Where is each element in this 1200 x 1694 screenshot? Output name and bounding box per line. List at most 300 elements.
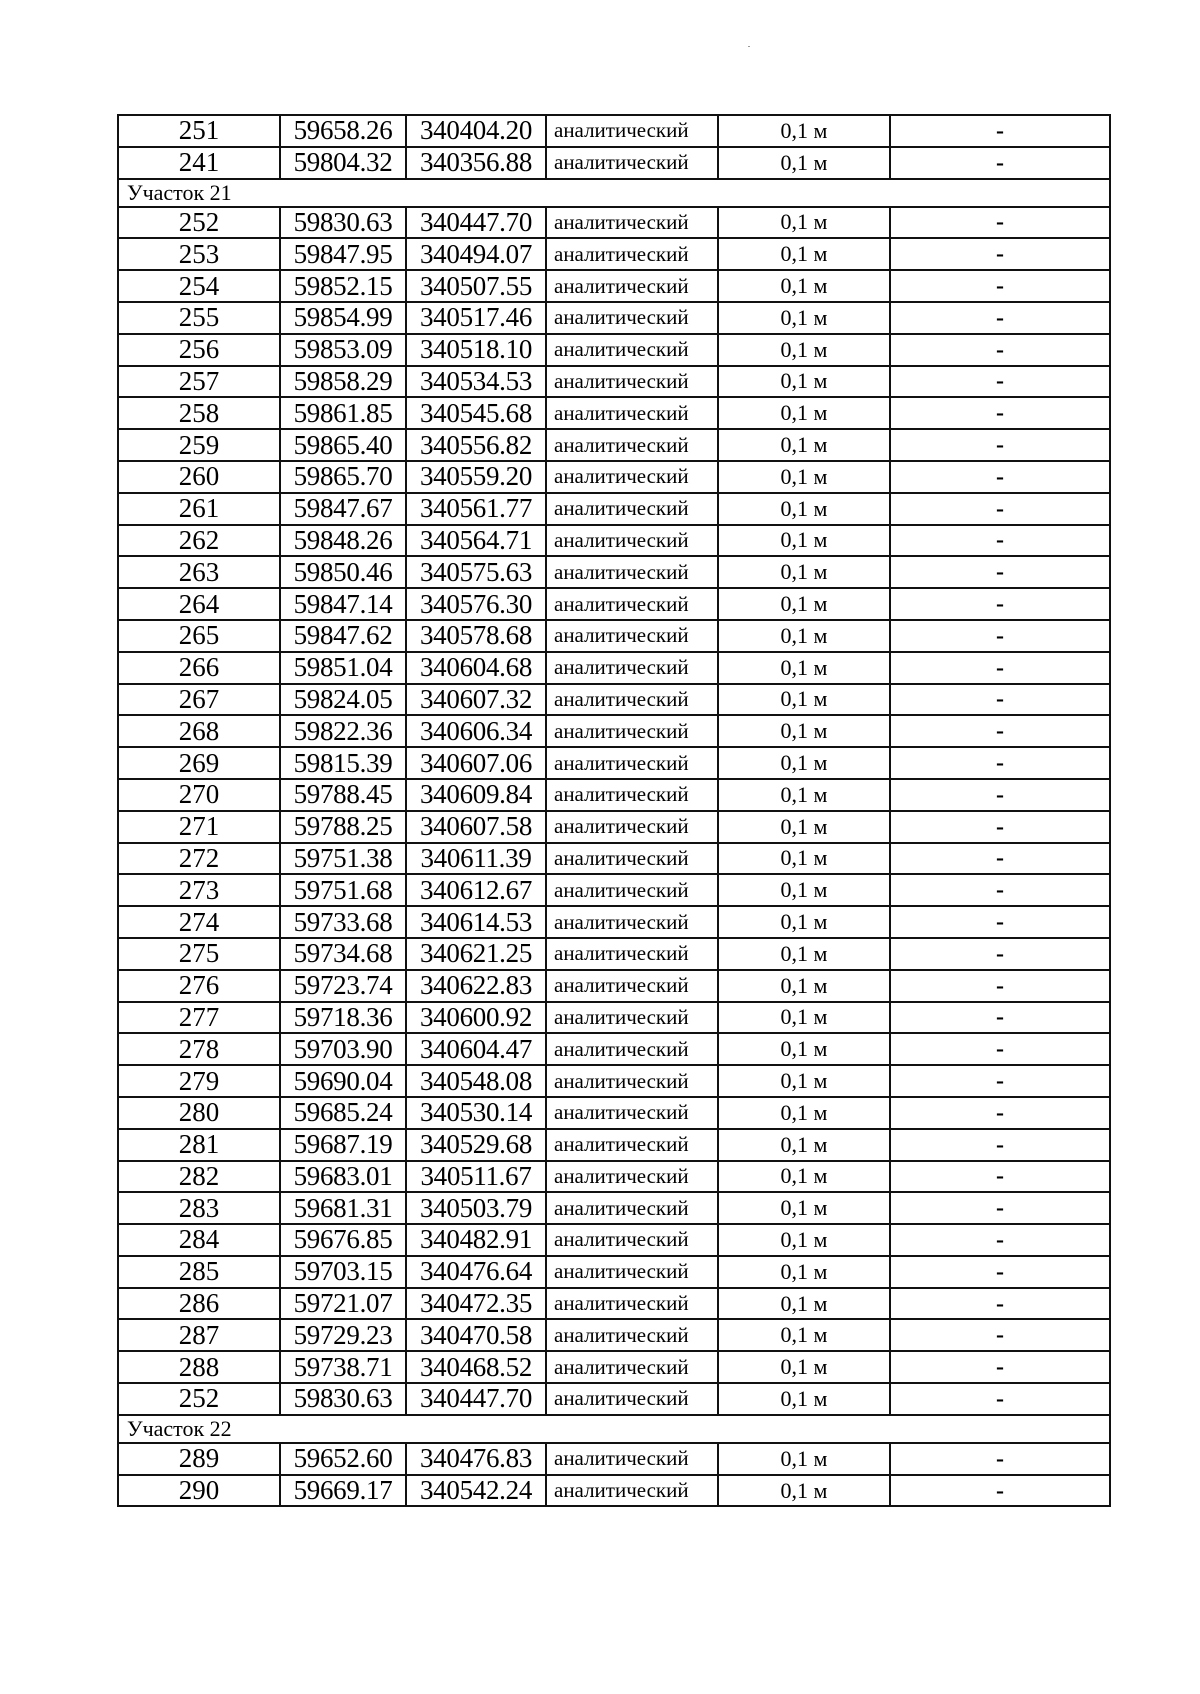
point-number-cell: 289 bbox=[118, 1443, 280, 1475]
x-coordinate-cell: 59687.19 bbox=[280, 1129, 406, 1161]
x-coordinate-cell: 59865.70 bbox=[280, 461, 406, 493]
method-cell: аналитический bbox=[546, 1351, 718, 1383]
accuracy-cell: 0,1 м bbox=[718, 461, 890, 493]
note-cell: - bbox=[890, 1319, 1110, 1351]
point-number-cell: 251 bbox=[118, 115, 280, 147]
y-coordinate-cell: 340476.83 bbox=[406, 1443, 546, 1475]
table-row bbox=[118, 1224, 1110, 1256]
table-row bbox=[118, 1319, 1110, 1351]
point-number-cell: 253 bbox=[118, 238, 280, 270]
table-row bbox=[118, 684, 1110, 716]
table-row bbox=[118, 147, 1110, 179]
point-number-cell: 282 bbox=[118, 1161, 280, 1193]
table-row bbox=[118, 366, 1110, 398]
note-cell: - bbox=[890, 715, 1110, 747]
accuracy-cell: 0,1 м bbox=[718, 620, 890, 652]
y-coordinate-cell: 340609.84 bbox=[406, 779, 546, 811]
method-cell: аналитический bbox=[546, 1097, 718, 1129]
method-cell: аналитический bbox=[546, 334, 718, 366]
y-coordinate-cell: 340621.25 bbox=[406, 938, 546, 970]
note-cell: - bbox=[890, 1288, 1110, 1320]
note-cell: - bbox=[890, 1002, 1110, 1034]
section-header-row bbox=[118, 179, 1110, 207]
accuracy-cell: 0,1 м bbox=[718, 525, 890, 557]
method-cell: аналитический bbox=[546, 970, 718, 1002]
accuracy-cell: 0,1 м bbox=[718, 1224, 890, 1256]
x-coordinate-cell: 59853.09 bbox=[280, 334, 406, 366]
method-cell: аналитический bbox=[546, 366, 718, 398]
method-cell: аналитический bbox=[546, 1033, 718, 1065]
method-cell: аналитический bbox=[546, 1224, 718, 1256]
accuracy-cell: 0,1 м bbox=[718, 1002, 890, 1034]
point-number-cell: 266 bbox=[118, 652, 280, 684]
accuracy-cell: 0,1 м bbox=[718, 1033, 890, 1065]
note-cell: - bbox=[890, 147, 1110, 179]
note-cell: - bbox=[890, 397, 1110, 429]
y-coordinate-cell: 340607.58 bbox=[406, 811, 546, 843]
table-row bbox=[118, 270, 1110, 302]
table-row bbox=[118, 747, 1110, 779]
y-coordinate-cell: 340548.08 bbox=[406, 1065, 546, 1097]
x-coordinate-cell: 59669.17 bbox=[280, 1475, 406, 1507]
point-number-cell: 262 bbox=[118, 525, 280, 557]
note-cell: - bbox=[890, 1475, 1110, 1507]
x-coordinate-cell: 59788.45 bbox=[280, 779, 406, 811]
table-row bbox=[118, 811, 1110, 843]
note-cell: - bbox=[890, 811, 1110, 843]
y-coordinate-cell: 340530.14 bbox=[406, 1097, 546, 1129]
table-row bbox=[118, 1351, 1110, 1383]
accuracy-cell: 0,1 м bbox=[718, 147, 890, 179]
note-cell: - bbox=[890, 747, 1110, 779]
x-coordinate-cell: 59681.31 bbox=[280, 1192, 406, 1224]
note-cell: - bbox=[890, 874, 1110, 906]
accuracy-cell: 0,1 м bbox=[718, 1161, 890, 1193]
x-coordinate-cell: 59676.85 bbox=[280, 1224, 406, 1256]
point-number-cell: 263 bbox=[118, 556, 280, 588]
accuracy-cell: 0,1 м bbox=[718, 715, 890, 747]
method-cell: аналитический bbox=[546, 938, 718, 970]
accuracy-cell: 0,1 м bbox=[718, 397, 890, 429]
accuracy-cell: 0,1 м bbox=[718, 207, 890, 239]
y-coordinate-cell: 340447.70 bbox=[406, 1383, 546, 1415]
point-number-cell: 288 bbox=[118, 1351, 280, 1383]
method-cell: аналитический bbox=[546, 302, 718, 334]
accuracy-cell: 0,1 м bbox=[718, 1256, 890, 1288]
table-row bbox=[118, 238, 1110, 270]
method-cell: аналитический bbox=[546, 207, 718, 239]
x-coordinate-cell: 59718.36 bbox=[280, 1002, 406, 1034]
y-coordinate-cell: 340447.70 bbox=[406, 207, 546, 239]
x-coordinate-cell: 59851.04 bbox=[280, 652, 406, 684]
point-number-cell: 265 bbox=[118, 620, 280, 652]
note-cell: - bbox=[890, 525, 1110, 557]
x-coordinate-cell: 59861.85 bbox=[280, 397, 406, 429]
y-coordinate-cell: 340606.34 bbox=[406, 715, 546, 747]
accuracy-cell: 0,1 м bbox=[718, 493, 890, 525]
section-header-row bbox=[118, 1415, 1110, 1443]
accuracy-cell: 0,1 м bbox=[718, 588, 890, 620]
y-coordinate-cell: 340518.10 bbox=[406, 334, 546, 366]
point-number-cell: 286 bbox=[118, 1288, 280, 1320]
x-coordinate-cell: 59858.29 bbox=[280, 366, 406, 398]
table-row bbox=[118, 1256, 1110, 1288]
y-coordinate-cell: 340472.35 bbox=[406, 1288, 546, 1320]
x-coordinate-cell: 59652.60 bbox=[280, 1443, 406, 1475]
accuracy-cell: 0,1 м bbox=[718, 1065, 890, 1097]
note-cell: - bbox=[890, 1383, 1110, 1415]
note-cell: - bbox=[890, 906, 1110, 938]
accuracy-cell: 0,1 м bbox=[718, 779, 890, 811]
accuracy-cell: 0,1 м bbox=[718, 684, 890, 716]
y-coordinate-cell: 340534.53 bbox=[406, 366, 546, 398]
method-cell: аналитический bbox=[546, 684, 718, 716]
y-coordinate-cell: 340517.46 bbox=[406, 302, 546, 334]
note-cell: - bbox=[890, 843, 1110, 875]
note-cell: - bbox=[890, 938, 1110, 970]
table-row bbox=[118, 1192, 1110, 1224]
accuracy-cell: 0,1 м bbox=[718, 1319, 890, 1351]
x-coordinate-cell: 59830.63 bbox=[280, 207, 406, 239]
x-coordinate-cell: 59854.99 bbox=[280, 302, 406, 334]
note-cell: - bbox=[890, 588, 1110, 620]
x-coordinate-cell: 59690.04 bbox=[280, 1065, 406, 1097]
table-row bbox=[118, 461, 1110, 493]
note-cell: - bbox=[890, 1065, 1110, 1097]
x-coordinate-cell: 59852.15 bbox=[280, 270, 406, 302]
y-coordinate-cell: 340468.52 bbox=[406, 1351, 546, 1383]
table-row bbox=[118, 1097, 1110, 1129]
method-cell: аналитический bbox=[546, 620, 718, 652]
method-cell: аналитический bbox=[546, 1192, 718, 1224]
method-cell: аналитический bbox=[546, 147, 718, 179]
note-cell: - bbox=[890, 1129, 1110, 1161]
x-coordinate-cell: 59848.26 bbox=[280, 525, 406, 557]
method-cell: аналитический bbox=[546, 1383, 718, 1415]
method-cell: аналитический bbox=[546, 461, 718, 493]
y-coordinate-cell: 340622.83 bbox=[406, 970, 546, 1002]
accuracy-cell: 0,1 м bbox=[718, 811, 890, 843]
y-coordinate-cell: 340614.53 bbox=[406, 906, 546, 938]
method-cell: аналитический bbox=[546, 238, 718, 270]
y-coordinate-cell: 340600.92 bbox=[406, 1002, 546, 1034]
table-row bbox=[118, 843, 1110, 875]
point-number-cell: 252 bbox=[118, 1383, 280, 1415]
point-number-cell: 267 bbox=[118, 684, 280, 716]
method-cell: аналитический bbox=[546, 588, 718, 620]
x-coordinate-cell: 59703.15 bbox=[280, 1256, 406, 1288]
y-coordinate-cell: 340575.63 bbox=[406, 556, 546, 588]
point-number-cell: 273 bbox=[118, 874, 280, 906]
accuracy-cell: 0,1 м bbox=[718, 270, 890, 302]
note-cell: - bbox=[890, 461, 1110, 493]
note-cell: - bbox=[890, 779, 1110, 811]
method-cell: аналитический bbox=[546, 843, 718, 875]
note-cell: - bbox=[890, 334, 1110, 366]
x-coordinate-cell: 59721.07 bbox=[280, 1288, 406, 1320]
note-cell: - bbox=[890, 1161, 1110, 1193]
scan-speck bbox=[748, 46, 750, 47]
table-row bbox=[118, 1475, 1110, 1507]
accuracy-cell: 0,1 м bbox=[718, 747, 890, 779]
table-row bbox=[118, 1002, 1110, 1034]
point-number-cell: 276 bbox=[118, 970, 280, 1002]
note-cell: - bbox=[890, 1351, 1110, 1383]
x-coordinate-cell: 59733.68 bbox=[280, 906, 406, 938]
table-row bbox=[118, 970, 1110, 1002]
y-coordinate-cell: 340559.20 bbox=[406, 461, 546, 493]
accuracy-cell: 0,1 м bbox=[718, 1475, 890, 1507]
table-row bbox=[118, 1443, 1110, 1475]
x-coordinate-cell: 59847.95 bbox=[280, 238, 406, 270]
accuracy-cell: 0,1 м bbox=[718, 115, 890, 147]
accuracy-cell: 0,1 м bbox=[718, 429, 890, 461]
accuracy-cell: 0,1 м bbox=[718, 906, 890, 938]
table-row bbox=[118, 874, 1110, 906]
x-coordinate-cell: 59685.24 bbox=[280, 1097, 406, 1129]
y-coordinate-cell: 340576.30 bbox=[406, 588, 546, 620]
method-cell: аналитический bbox=[546, 874, 718, 906]
accuracy-cell: 0,1 м bbox=[718, 1288, 890, 1320]
method-cell: аналитический bbox=[546, 493, 718, 525]
method-cell: аналитический bbox=[546, 397, 718, 429]
point-number-cell: 261 bbox=[118, 493, 280, 525]
point-number-cell: 290 bbox=[118, 1475, 280, 1507]
x-coordinate-cell: 59738.71 bbox=[280, 1351, 406, 1383]
table-row bbox=[118, 779, 1110, 811]
x-coordinate-cell: 59703.90 bbox=[280, 1033, 406, 1065]
x-coordinate-cell: 59847.62 bbox=[280, 620, 406, 652]
point-number-cell: 260 bbox=[118, 461, 280, 493]
x-coordinate-cell: 59751.68 bbox=[280, 874, 406, 906]
y-coordinate-cell: 340607.06 bbox=[406, 747, 546, 779]
note-cell: - bbox=[890, 115, 1110, 147]
method-cell: аналитический bbox=[546, 1443, 718, 1475]
point-number-cell: 258 bbox=[118, 397, 280, 429]
y-coordinate-cell: 340494.07 bbox=[406, 238, 546, 270]
table-row bbox=[118, 588, 1110, 620]
note-cell: - bbox=[890, 429, 1110, 461]
accuracy-cell: 0,1 м bbox=[718, 1192, 890, 1224]
accuracy-cell: 0,1 м bbox=[718, 874, 890, 906]
y-coordinate-cell: 340404.20 bbox=[406, 115, 546, 147]
method-cell: аналитический bbox=[546, 1065, 718, 1097]
accuracy-cell: 0,1 м bbox=[718, 302, 890, 334]
accuracy-cell: 0,1 м bbox=[718, 1443, 890, 1475]
y-coordinate-cell: 340529.68 bbox=[406, 1129, 546, 1161]
point-number-cell: 279 bbox=[118, 1065, 280, 1097]
x-coordinate-cell: 59658.26 bbox=[280, 115, 406, 147]
y-coordinate-cell: 340607.32 bbox=[406, 684, 546, 716]
accuracy-cell: 0,1 м bbox=[718, 652, 890, 684]
point-number-cell: 268 bbox=[118, 715, 280, 747]
accuracy-cell: 0,1 м bbox=[718, 334, 890, 366]
y-coordinate-cell: 340604.47 bbox=[406, 1033, 546, 1065]
y-coordinate-cell: 340604.68 bbox=[406, 652, 546, 684]
note-cell: - bbox=[890, 366, 1110, 398]
method-cell: аналитический bbox=[546, 429, 718, 461]
note-cell: - bbox=[890, 1256, 1110, 1288]
point-number-cell: 256 bbox=[118, 334, 280, 366]
accuracy-cell: 0,1 м bbox=[718, 238, 890, 270]
table-row bbox=[118, 1129, 1110, 1161]
note-cell: - bbox=[890, 684, 1110, 716]
accuracy-cell: 0,1 м bbox=[718, 556, 890, 588]
note-cell: - bbox=[890, 1192, 1110, 1224]
accuracy-cell: 0,1 м bbox=[718, 843, 890, 875]
table-row bbox=[118, 334, 1110, 366]
point-number-cell: 271 bbox=[118, 811, 280, 843]
y-coordinate-cell: 340470.58 bbox=[406, 1319, 546, 1351]
table-row bbox=[118, 1288, 1110, 1320]
coordinates-table bbox=[117, 114, 1111, 1507]
point-number-cell: 287 bbox=[118, 1319, 280, 1351]
x-coordinate-cell: 59734.68 bbox=[280, 938, 406, 970]
table-row bbox=[118, 906, 1110, 938]
method-cell: аналитический bbox=[546, 747, 718, 779]
method-cell: аналитический bbox=[546, 715, 718, 747]
table-row bbox=[118, 397, 1110, 429]
accuracy-cell: 0,1 м bbox=[718, 1351, 890, 1383]
y-coordinate-cell: 340578.68 bbox=[406, 620, 546, 652]
note-cell: - bbox=[890, 270, 1110, 302]
note-cell: - bbox=[890, 1224, 1110, 1256]
x-coordinate-cell: 59850.46 bbox=[280, 556, 406, 588]
table-row bbox=[118, 938, 1110, 970]
point-number-cell: 252 bbox=[118, 207, 280, 239]
note-cell: - bbox=[890, 238, 1110, 270]
point-number-cell: 254 bbox=[118, 270, 280, 302]
x-coordinate-cell: 59729.23 bbox=[280, 1319, 406, 1351]
section-label: Участок 22 bbox=[118, 1415, 1110, 1443]
y-coordinate-cell: 340545.68 bbox=[406, 397, 546, 429]
x-coordinate-cell: 59847.67 bbox=[280, 493, 406, 525]
method-cell: аналитический bbox=[546, 779, 718, 811]
note-cell: - bbox=[890, 1097, 1110, 1129]
y-coordinate-cell: 340564.71 bbox=[406, 525, 546, 557]
method-cell: аналитический bbox=[546, 1319, 718, 1351]
table-row bbox=[118, 493, 1110, 525]
x-coordinate-cell: 59830.63 bbox=[280, 1383, 406, 1415]
note-cell: - bbox=[890, 620, 1110, 652]
table-row bbox=[118, 715, 1110, 747]
method-cell: аналитический bbox=[546, 270, 718, 302]
point-number-cell: 270 bbox=[118, 779, 280, 811]
accuracy-cell: 0,1 м bbox=[718, 1097, 890, 1129]
table-row bbox=[118, 1033, 1110, 1065]
x-coordinate-cell: 59865.40 bbox=[280, 429, 406, 461]
method-cell: аналитический bbox=[546, 1161, 718, 1193]
x-coordinate-cell: 59847.14 bbox=[280, 588, 406, 620]
accuracy-cell: 0,1 м bbox=[718, 938, 890, 970]
method-cell: аналитический bbox=[546, 525, 718, 557]
point-number-cell: 281 bbox=[118, 1129, 280, 1161]
note-cell: - bbox=[890, 970, 1110, 1002]
accuracy-cell: 0,1 м bbox=[718, 366, 890, 398]
table-row bbox=[118, 207, 1110, 239]
method-cell: аналитический bbox=[546, 1002, 718, 1034]
point-number-cell: 259 bbox=[118, 429, 280, 461]
x-coordinate-cell: 59751.38 bbox=[280, 843, 406, 875]
x-coordinate-cell: 59804.32 bbox=[280, 147, 406, 179]
x-coordinate-cell: 59822.36 bbox=[280, 715, 406, 747]
point-number-cell: 277 bbox=[118, 1002, 280, 1034]
table-row bbox=[118, 115, 1110, 147]
method-cell: аналитический bbox=[546, 906, 718, 938]
point-number-cell: 275 bbox=[118, 938, 280, 970]
point-number-cell: 272 bbox=[118, 843, 280, 875]
note-cell: - bbox=[890, 1443, 1110, 1475]
y-coordinate-cell: 340507.55 bbox=[406, 270, 546, 302]
table-row bbox=[118, 1161, 1110, 1193]
method-cell: аналитический bbox=[546, 811, 718, 843]
y-coordinate-cell: 340556.82 bbox=[406, 429, 546, 461]
method-cell: аналитический bbox=[546, 115, 718, 147]
method-cell: аналитический bbox=[546, 1129, 718, 1161]
table-row bbox=[118, 1383, 1110, 1415]
point-number-cell: 284 bbox=[118, 1224, 280, 1256]
x-coordinate-cell: 59723.74 bbox=[280, 970, 406, 1002]
point-number-cell: 255 bbox=[118, 302, 280, 334]
point-number-cell: 241 bbox=[118, 147, 280, 179]
method-cell: аналитический bbox=[546, 1288, 718, 1320]
method-cell: аналитический bbox=[546, 1256, 718, 1288]
note-cell: - bbox=[890, 1033, 1110, 1065]
x-coordinate-cell: 59683.01 bbox=[280, 1161, 406, 1193]
x-coordinate-cell: 59824.05 bbox=[280, 684, 406, 716]
table-row bbox=[118, 525, 1110, 557]
y-coordinate-cell: 340611.39 bbox=[406, 843, 546, 875]
note-cell: - bbox=[890, 556, 1110, 588]
point-number-cell: 283 bbox=[118, 1192, 280, 1224]
table-row bbox=[118, 429, 1110, 461]
point-number-cell: 264 bbox=[118, 588, 280, 620]
point-number-cell: 257 bbox=[118, 366, 280, 398]
point-number-cell: 274 bbox=[118, 906, 280, 938]
table-row bbox=[118, 302, 1110, 334]
y-coordinate-cell: 340612.67 bbox=[406, 874, 546, 906]
coordinates-table-body bbox=[118, 115, 1110, 1506]
section-label: Участок 21 bbox=[118, 179, 1110, 207]
y-coordinate-cell: 340503.79 bbox=[406, 1192, 546, 1224]
note-cell: - bbox=[890, 652, 1110, 684]
accuracy-cell: 0,1 м bbox=[718, 1383, 890, 1415]
y-coordinate-cell: 340561.77 bbox=[406, 493, 546, 525]
note-cell: - bbox=[890, 493, 1110, 525]
y-coordinate-cell: 340482.91 bbox=[406, 1224, 546, 1256]
note-cell: - bbox=[890, 207, 1110, 239]
x-coordinate-cell: 59788.25 bbox=[280, 811, 406, 843]
method-cell: аналитический bbox=[546, 1475, 718, 1507]
table-row bbox=[118, 652, 1110, 684]
point-number-cell: 269 bbox=[118, 747, 280, 779]
point-number-cell: 280 bbox=[118, 1097, 280, 1129]
x-coordinate-cell: 59815.39 bbox=[280, 747, 406, 779]
y-coordinate-cell: 340511.67 bbox=[406, 1161, 546, 1193]
method-cell: аналитический bbox=[546, 556, 718, 588]
y-coordinate-cell: 340476.64 bbox=[406, 1256, 546, 1288]
table-row bbox=[118, 1065, 1110, 1097]
point-number-cell: 285 bbox=[118, 1256, 280, 1288]
table-row bbox=[118, 620, 1110, 652]
point-number-cell: 278 bbox=[118, 1033, 280, 1065]
accuracy-cell: 0,1 м bbox=[718, 970, 890, 1002]
y-coordinate-cell: 340356.88 bbox=[406, 147, 546, 179]
accuracy-cell: 0,1 м bbox=[718, 1129, 890, 1161]
table-row bbox=[118, 556, 1110, 588]
method-cell: аналитический bbox=[546, 652, 718, 684]
y-coordinate-cell: 340542.24 bbox=[406, 1475, 546, 1507]
